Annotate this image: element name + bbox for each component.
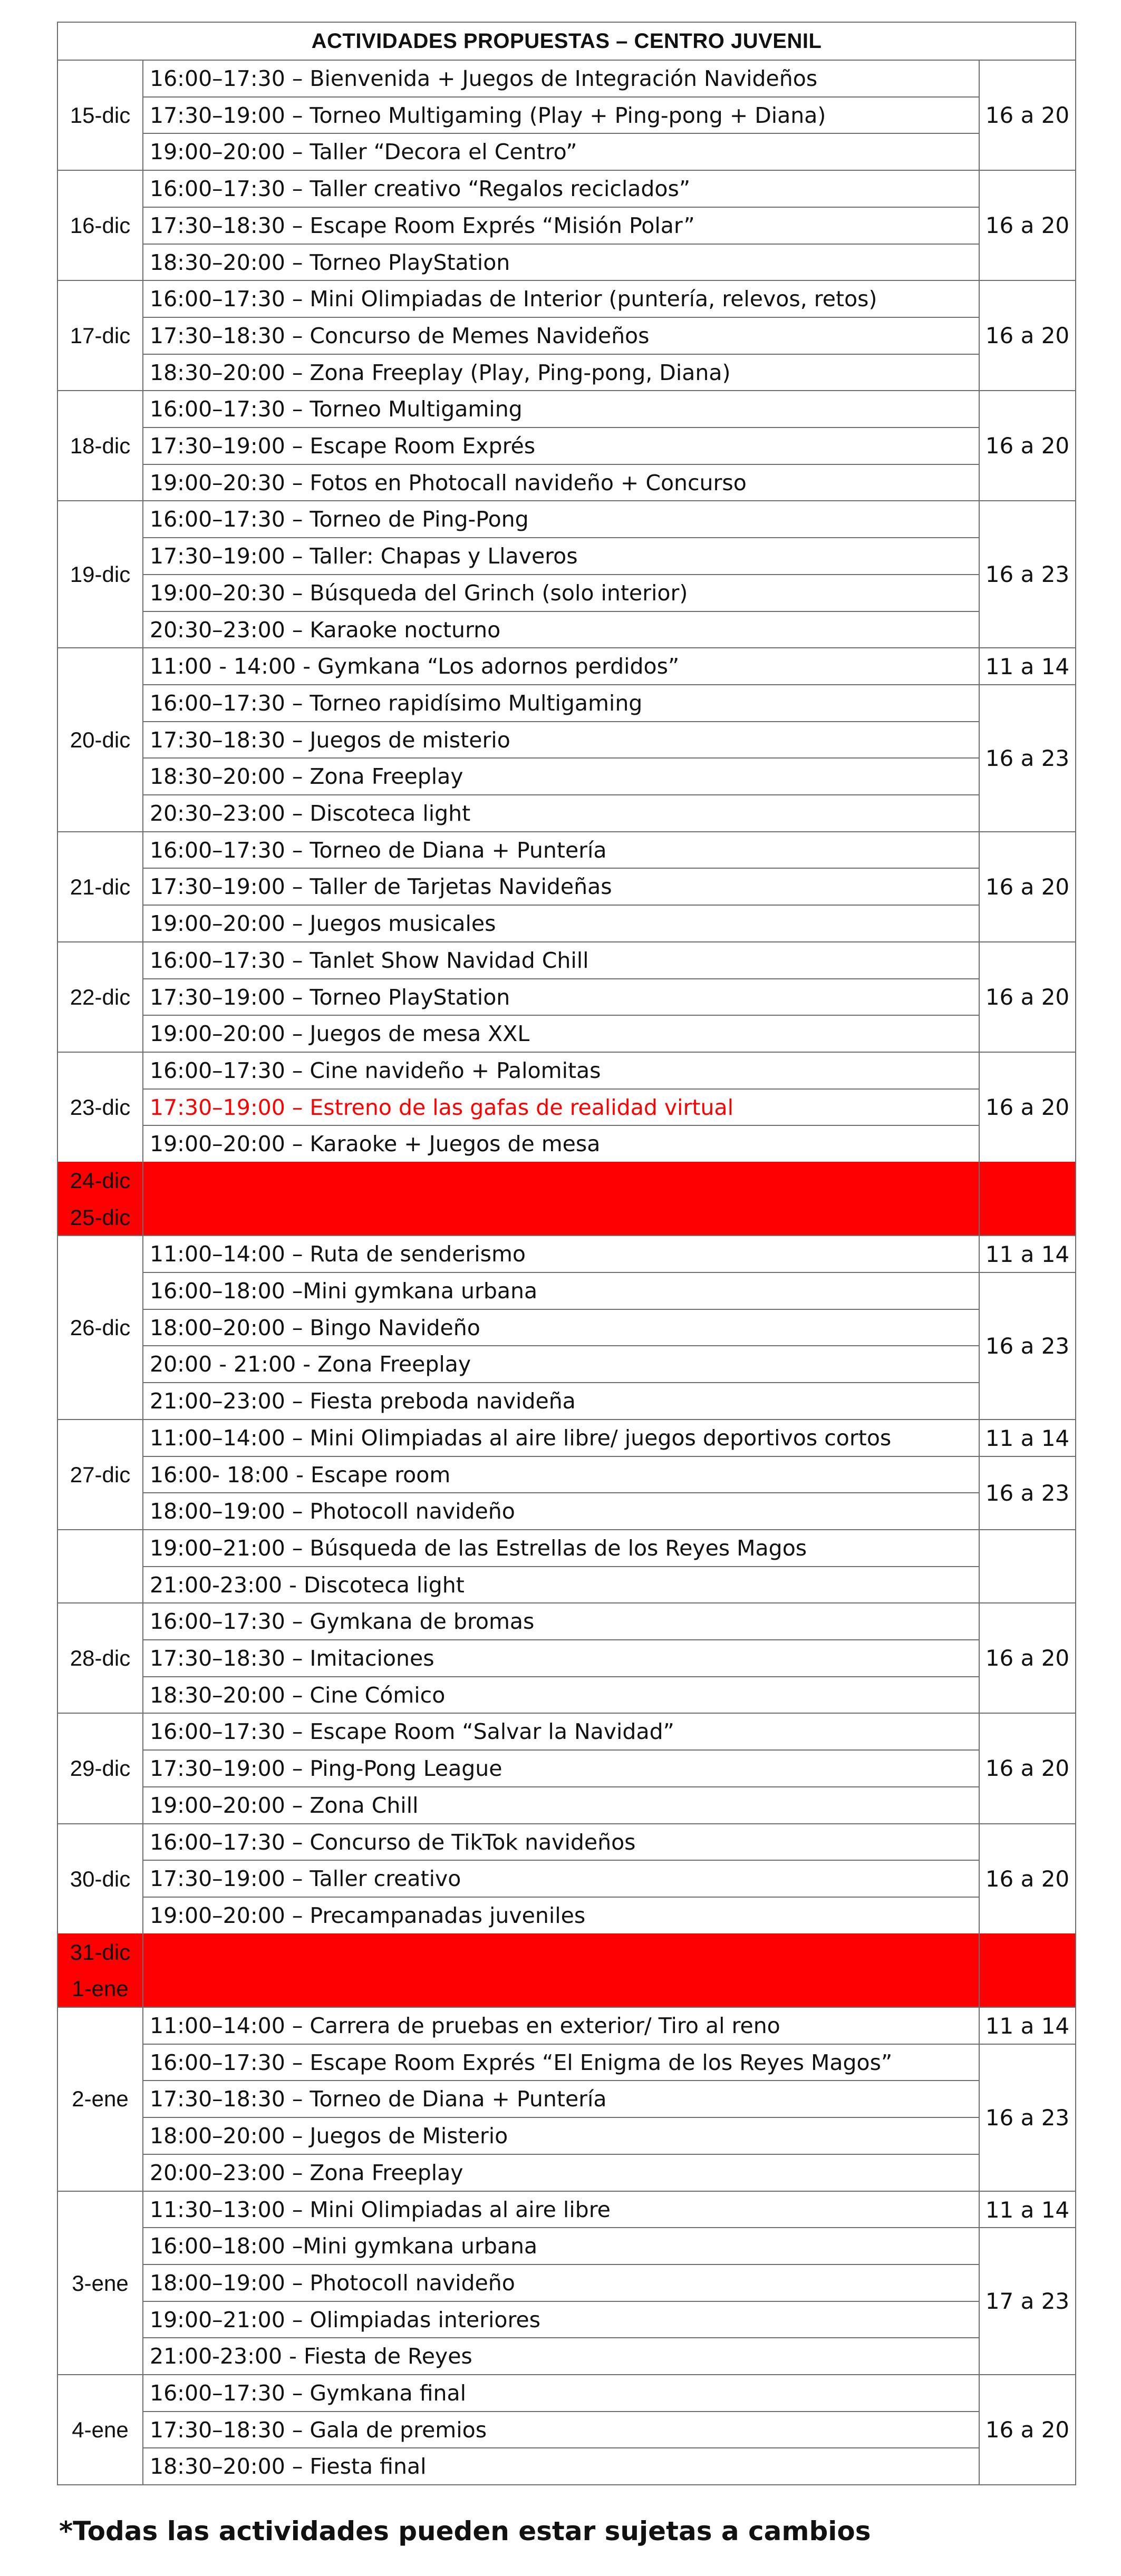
day-date: 28-dic [70, 1645, 131, 1670]
day-date: 25-dic [70, 1205, 131, 1230]
activity-item: 16:00–17:30 – Gymkana de bromas [150, 1609, 535, 1634]
grid-line [142, 207, 980, 208]
age-range: 16 a 23 [985, 1333, 1070, 1359]
grid-line [142, 2301, 980, 2302]
grid-line [142, 60, 143, 171]
grid-line [1075, 1199, 1076, 1237]
day-date: 21-dic [70, 874, 131, 899]
grid-line [142, 1786, 980, 1787]
grid-line [979, 831, 980, 942]
activity-item: 17:30–18:30 – Concurso de Memes Navideños [150, 323, 650, 348]
grid-line [142, 905, 980, 906]
grid-line [57, 941, 58, 1053]
grid-line [142, 1382, 980, 1383]
activity-item: 16:00–17:30 – Escape Room “Salvar la Navidad” [150, 1719, 674, 1744]
grid-line [979, 280, 980, 391]
grid-line [142, 574, 980, 575]
day-date: 1-ene [72, 1976, 129, 2001]
day-date: 16-dic [70, 212, 131, 238]
activity-item: 16:00–17:30 – Gymkana final [150, 2380, 466, 2406]
grid-line [142, 1492, 980, 1493]
day-date: 31-dic [70, 1940, 131, 1965]
age-range: 16 a 23 [985, 1480, 1070, 1506]
grid-line [979, 2007, 980, 2191]
grid-line [142, 2191, 143, 2376]
grid-line [142, 2044, 980, 2045]
grid-line [1075, 1933, 1076, 1971]
grid-line [979, 1823, 980, 1935]
activity-item: 16:00–17:30 – Torneo de Diana + Puntería [150, 838, 607, 863]
grid-line [979, 2044, 1076, 2045]
activity-item: 16:00–17:30 – Mini Olimpiadas de Interior (puntería, relevos, retos) [150, 286, 877, 312]
age-range: 16 a 20 [985, 874, 1070, 900]
activity-item: 17:30–19:00 – Taller de Tarjetas Navideñas [150, 874, 612, 899]
activity-item: 17:30–18:30 – Imitaciones [150, 1646, 434, 1671]
activity-item: 11:00–14:00 – Mini Olimpiadas al aire libre/ juegos deportivos cortos [150, 1425, 892, 1451]
grid-line [142, 2154, 980, 2155]
age-range: 16 a 23 [985, 561, 1070, 587]
grid-line [1075, 60, 1076, 171]
grid-line [979, 2191, 980, 2376]
grid-line [979, 2374, 980, 2485]
grid-line [1075, 2374, 1076, 2485]
day-date: 23-dic [70, 1094, 131, 1120]
footnote: *Todas las actividades pueden estar sujetas a cambios [59, 2516, 871, 2546]
day-date: 29-dic [70, 1755, 131, 1781]
age-range: 11 a 14 [985, 2196, 1070, 2223]
grid-line [142, 978, 980, 979]
activity-item: 16:00–17:30 – Taller creativo “Regalos reciclados” [150, 176, 691, 201]
grid-line [57, 390, 58, 501]
activity-item: 17:30–19:00 – Torneo Multigaming (Play + Ping-pong + Diana) [150, 103, 826, 128]
grid-line [57, 1052, 58, 1163]
grid-line [57, 1602, 58, 1714]
grid-line [57, 1529, 58, 1603]
activity-item: 19:00–20:00 – Juegos musicales [150, 911, 496, 936]
grid-line [1075, 170, 1076, 281]
grid-line [142, 1823, 143, 1935]
grid-line [1075, 280, 1076, 391]
grid-line [1075, 1823, 1076, 1935]
grid-line [142, 1897, 980, 1898]
activity-item: 16:00–18:00 –Mini gymkana urbana [150, 1278, 538, 1304]
grid-line [142, 2117, 980, 2118]
activity-item: 19:00–20:30 – Fotos en Photocall navideño + Concurso [150, 470, 747, 495]
grid-line [57, 2191, 58, 2376]
activity-item: 19:00–21:00 – Olimpiadas interiores [150, 2307, 541, 2332]
closed-day-row [57, 1199, 1075, 1236]
activity-item: 20:30–23:00 – Karaoke nocturno [150, 617, 501, 643]
grid-line [1075, 2191, 1076, 2376]
activity-item: 18:00–20:00 – Bingo Navideño [150, 1315, 480, 1340]
grid-line [1075, 941, 1076, 1053]
closed-day-row [57, 1970, 1075, 2007]
activity-item: 20:00–23:00 – Zona Freeplay [150, 2160, 463, 2185]
day-date: 3-ene [72, 2270, 129, 2296]
age-range: 11 a 14 [985, 1425, 1070, 1451]
activity-item: 18:30–20:00 – Zona Freeplay (Play, Ping-pong, Diana) [150, 360, 731, 385]
grid-line [57, 1970, 58, 2008]
grid-line [142, 280, 143, 391]
activity-item: 17:30–18:30 – Torneo de Diana + Puntería [150, 2086, 607, 2112]
grid-line [979, 500, 980, 648]
grid-line [142, 757, 980, 759]
activity-item: 16:00–17:30 – Escape Room Exprés “El Enigma de los Reyes Magos” [150, 2050, 893, 2075]
grid-line [979, 1456, 1076, 1457]
grid-line [979, 60, 980, 171]
age-range: 16 a 20 [985, 323, 1070, 348]
grid-line [979, 684, 1076, 685]
grid-line [142, 1933, 143, 1971]
activity-item: 21:00-23:00 - Fiesta de Reyes [150, 2344, 472, 2369]
activity-item: 18:00–19:00 – Photocoll navideño [150, 2270, 515, 2296]
grid-line [142, 1529, 143, 1603]
age-range: 17 a 23 [985, 2288, 1070, 2314]
grid-line [142, 244, 980, 245]
activity-item: 21:00–23:00 – Fiesta preboda navideña [150, 1388, 576, 1414]
table-title: ACTIVIDADES PROPUESTAS – CENTRO JUVENIL [311, 29, 822, 53]
activity-item: 16:00–17:30 – Cine navideño + Palomitas [150, 1058, 601, 1083]
grid-line [979, 390, 980, 501]
grid-line [1075, 390, 1076, 501]
day-date: 22-dic [70, 984, 131, 1009]
grid-line [142, 1566, 980, 1567]
grid-line [142, 170, 143, 281]
grid-line [1075, 1602, 1076, 1714]
activity-item: 19:00–20:00 – Juegos de mesa XXL [150, 1021, 530, 1046]
activity-item: 17:30–19:00 – Estreno de las gafas de realidad virtual [150, 1095, 733, 1120]
age-range: 16 a 20 [985, 1094, 1070, 1120]
grid-line [142, 2447, 980, 2448]
age-range: 16 a 20 [985, 1755, 1070, 1781]
activity-item: 18:00–20:00 – Juegos de Misterio [150, 2123, 508, 2149]
age-range: 11 a 14 [985, 2013, 1070, 2039]
activity-item: 19:00–20:00 – Taller “Decora el Centro” [150, 139, 577, 164]
activity-item: 18:30–20:00 – Cine Cómico [150, 1683, 446, 1708]
age-range: 16 a 20 [985, 1645, 1070, 1671]
grid-line [57, 1713, 58, 1824]
grid-line [57, 647, 58, 832]
grid-line [1075, 1052, 1076, 1163]
grid-line [1075, 831, 1076, 942]
activity-item: 11:00–14:00 – Carrera de pruebas en exterior/ Tiro al reno [150, 2013, 780, 2038]
activity-item: 19:00–20:30 – Búsqueda del Grinch (solo interior) [150, 580, 688, 606]
grid-line [57, 280, 58, 391]
grid-line [142, 2007, 143, 2191]
grid-line [142, 1125, 980, 1126]
grid-line [142, 1052, 143, 1163]
grid-line [142, 1162, 143, 1200]
grid-line [142, 2227, 980, 2228]
grid-line [142, 1860, 980, 1861]
grid-line [57, 2484, 1076, 2485]
grid-line [142, 1676, 980, 1677]
day-date: 20-dic [70, 727, 131, 752]
activity-item: 17:30–19:00 – Taller: Chapas y Llaveros [150, 543, 578, 569]
grid-line [57, 60, 58, 171]
age-range: 16 a 23 [985, 745, 1070, 771]
activity-item: 16:00–17:30 – Torneo rapidísimo Multigaming [150, 691, 643, 716]
grid-line [979, 1052, 980, 1163]
activity-item: 21:00-23:00 - Discoteca light [150, 1572, 465, 1598]
grid-line [142, 1456, 980, 1457]
grid-line [979, 1529, 980, 1603]
grid-line [1075, 500, 1076, 648]
grid-line [142, 2374, 143, 2485]
activity-item: 17:30–19:00 – Torneo PlayStation [150, 985, 510, 1010]
activity-item: 17:30–19:00 – Escape Room Exprés [150, 433, 536, 459]
grid-line [142, 1713, 143, 1824]
grid-line [57, 1419, 58, 1530]
grid-line [142, 1970, 143, 2008]
activity-item: 20:30–23:00 – Discoteca light [150, 801, 471, 826]
activity-item: 16:00–18:00 –Mini gymkana urbana [150, 2233, 538, 2259]
day-date: 30-dic [70, 1866, 131, 1891]
activity-item: 16:00–17:30 – Bienvenida + Juegos de Integración Navideños [150, 66, 818, 91]
grid-line [979, 941, 980, 1053]
closed-day-row [57, 1162, 1075, 1199]
grid-line [979, 1933, 980, 1971]
grid-line [142, 684, 980, 685]
age-range: 11 a 14 [985, 1241, 1070, 1267]
grid-line [142, 133, 980, 134]
grid-line [142, 721, 980, 722]
age-range: 16 a 20 [985, 984, 1070, 1010]
grid-line [979, 647, 980, 832]
grid-line [57, 1162, 58, 1200]
grid-line [979, 1272, 1076, 1273]
grid-line [142, 1309, 980, 1310]
activity-item: 19:00–21:00 – Búsqueda de las Estrellas de los Reyes Magos [150, 1535, 807, 1561]
grid-line [979, 1970, 980, 2008]
age-range: 11 a 14 [985, 653, 1070, 679]
activity-item: 17:30–19:00 – Ping-Pong League [150, 1756, 502, 1781]
activity-item: 20:00 - 21:00 - Zona Freeplay [150, 1352, 471, 1377]
grid-line [142, 317, 980, 318]
day-date: 17-dic [70, 323, 131, 348]
grid-line [142, 2337, 980, 2338]
grid-line [142, 1345, 980, 1346]
activity-item: 19:00–20:00 – Zona Chill [150, 1793, 419, 1818]
activity-item: 16:00–17:30 – Torneo de Ping-Pong [150, 507, 529, 532]
activity-item: 17:30–19:00 – Taller creativo [150, 1866, 461, 1891]
activity-item: 17:30–18:30 – Gala de premios [150, 2417, 487, 2443]
age-range [980, 1530, 1075, 1602]
grid-line [57, 500, 58, 648]
age-range: 16 a 20 [985, 212, 1070, 238]
activity-item: 11:00–14:00 – Ruta de senderismo [150, 1241, 526, 1267]
grid-line [1075, 1162, 1076, 1200]
grid-line [142, 354, 980, 355]
age-range: 16 a 23 [985, 2105, 1070, 2131]
grid-line [142, 427, 980, 428]
activity-item: 19:00–20:00 – Karaoke + Juegos de mesa [150, 1131, 601, 1156]
grid-line [142, 2411, 980, 2412]
grid-line [57, 1823, 58, 1935]
activity-item: 18:30–20:00 – Fiesta final [150, 2454, 427, 2479]
grid-line [57, 831, 58, 942]
grid-line [57, 1235, 58, 1420]
activity-item: 17:30–18:30 – Escape Room Exprés “Misión Polar” [150, 213, 695, 238]
grid-line [142, 647, 143, 832]
grid-line [142, 1419, 143, 1530]
grid-line [142, 1015, 980, 1016]
activity-item: 16:00–17:30 – Concurso de TikTok navideños [150, 1830, 636, 1855]
grid-line [142, 611, 980, 612]
grid-line [142, 2264, 980, 2265]
activity-item: 16:00- 18:00 - Escape room [150, 1462, 451, 1488]
grid-line [142, 1199, 143, 1237]
grid-line [1075, 1529, 1076, 1603]
age-range: 16 a 20 [985, 2417, 1070, 2443]
closed-day-row [57, 1933, 1075, 1970]
grid-line [979, 1713, 980, 1824]
grid-line [979, 170, 980, 281]
day-date: 19-dic [70, 561, 131, 587]
age-range: 16 a 20 [985, 1866, 1070, 1892]
grid-line [142, 1602, 143, 1714]
age-range: 16 a 20 [985, 433, 1070, 459]
grid-line [1075, 647, 1076, 832]
grid-line [979, 1602, 980, 1714]
grid-line [142, 1272, 980, 1273]
grid-line [142, 794, 980, 795]
grid-line [1075, 22, 1076, 61]
grid-line [57, 2007, 58, 2191]
grid-line [1075, 1419, 1076, 1530]
day-date: 2-ene [72, 2086, 129, 2111]
grid-line [979, 1419, 980, 1530]
grid-line [57, 1933, 58, 1971]
grid-line [142, 537, 980, 538]
day-date: 18-dic [70, 433, 131, 458]
activity-item: 16:00–17:30 – Tanlet Show Navidad Chill [150, 948, 589, 973]
grid-line [142, 1749, 980, 1751]
day-date: 27-dic [70, 1462, 131, 1487]
grid-line [142, 1639, 980, 1640]
grid-line [142, 500, 143, 648]
grid-line [57, 170, 58, 281]
grid-line [142, 390, 143, 501]
grid-line [979, 1162, 980, 1200]
activity-item: 16:00–17:30 – Torneo Multigaming [150, 396, 523, 422]
grid-line [142, 2080, 980, 2081]
grid-line [57, 2374, 58, 2485]
activity-item: 17:30–18:30 – Juegos de misterio [150, 727, 510, 753]
day-date: 15-dic [70, 102, 131, 128]
grid-line [979, 2227, 1076, 2228]
day-date [58, 1530, 142, 1602]
activity-item: 18:30–20:00 – Zona Freeplay [150, 764, 463, 789]
day-date: 26-dic [70, 1315, 131, 1340]
grid-line [1075, 1713, 1076, 1824]
grid-line [57, 1199, 58, 1237]
activity-item: 18:30–20:00 – Torneo PlayStation [150, 250, 510, 275]
grid-line [1075, 1235, 1076, 1420]
grid-line [142, 868, 980, 869]
activity-item: 11:30–13:00 – Mini Olimpiadas al aire libre [150, 2197, 611, 2222]
grid-line [142, 1088, 980, 1090]
activity-item: 11:00 - 14:00 - Gymkana “Los adornos perdidos” [150, 654, 680, 679]
activity-item: 18:00–19:00 – Photocoll navideño [150, 1499, 515, 1524]
day-date: 4-ene [72, 2417, 129, 2442]
grid-line [979, 1235, 980, 1420]
grid-line [1075, 2007, 1076, 2191]
age-range: 16 a 20 [985, 102, 1070, 128]
grid-line [979, 1199, 980, 1237]
day-date: 24-dic [70, 1168, 131, 1193]
grid-line [1075, 1970, 1076, 2008]
grid-line [142, 1235, 143, 1420]
grid-line [142, 96, 980, 98]
activity-item: 19:00–20:00 – Precampanadas juveniles [150, 1903, 586, 1928]
grid-line [142, 831, 143, 942]
grid-line [142, 941, 143, 1053]
grid-line [142, 464, 980, 465]
